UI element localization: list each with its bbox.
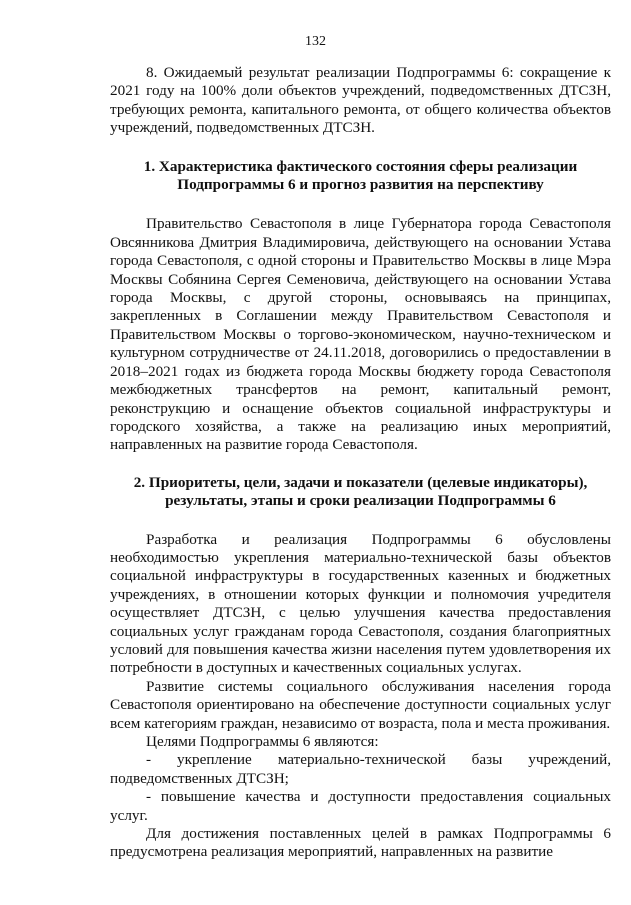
section-1-heading-line-1: 1. Характеристика фактического состояния сферы реализации [143,157,578,175]
section-2-heading-line-1: 2. Приоритеты, цели, задачи и показатели (целевые индикаторы), [133,473,588,491]
goal-item-2: - повышение качества и доступности предоставления социальных услуг. [110,788,611,824]
section-1-heading [110,158,611,195]
section-2-paragraph-2: Развитие системы социального обслуживания населения города Севастополя ориентировано на обеспечение доступности социальных услуг всем категориям граждан, независимо от возраста, пола и места проживания. [110,677,611,732]
section-2-paragraph-1: Разработка и реализация Подпрограммы 6 обусловлены необходимостью укрепления материально-технической базы объектов социальной инфраструктуры в государственных казенных и бюджетных учреждениях, в отношении которых функции и полномочия учредителя осуществляет ДТСЗН, с целью улучшения качества предоставления социальных услуг гражданам города Севастополя, создания благоприятных условий для повышения качества жизни населения путем удовлетворения их потребности в доступных и качественных социальных услугах. [110,530,611,677]
section-1-paragraph: Правительство Севастополя в лице Губернатора города Севастополя Овсянникова Дмитрия Владимировича, действующего на основании Устава города Севастополя, с одной стороны и Правительство Москвы в лице Мэра Москвы Собянина Сергея Семеновича, действующего на основании Устава города Москвы, с другой стороны, основываясь на принципах, закрепленных в Соглашении между Правительством Севастополя и Правительством Москвы о торгово-экономическом, научно-техническом и культурном сотрудничестве от 24.11.2018, договорились о предоставлении в 2018–2021 годах из бюджета города Москвы бюджету города Севастополя межбюджетных трансфертов на ремонт, капитальный ремонт, реконструкцию и оснащение объектов социальной инфраструктуры и городского хозяйства, а также на реализацию иных мероприятий, направленных на развитие города Севастополя. [110,215,611,454]
goals-intro: Целями Подпрограммы 6 являются: [146,733,379,750]
goal-item-1: - укрепление материально-технической базы учреждений, подведомственных ДТСЗН; [110,751,611,787]
expected-result-paragraph: 8. Ожидаемый результат реализации Подпрограммы 6: сокращение к 2021 году на 100% доли объектов учреждений, подведомственных ДТСЗН, требующих ремонта, капитального ремонта, от общего количества объектов учреждений, подведомственных ДТСЗН. [110,64,611,137]
section-2-heading-line-2: результаты, этапы и сроки реализации Подпрограммы 6 [165,492,556,510]
section-2-heading [110,474,611,511]
section-1-heading-line-2: Подпрограммы 6 и прогноз развития на перспективу [177,176,544,194]
page-number: 132 [305,34,326,49]
document-body [110,64,611,862]
section-2-paragraph-3: Для достижения поставленных целей в рамках Подпрограммы 6 предусмотрена реализация мероприятий, направленных на развитие [110,825,611,861]
